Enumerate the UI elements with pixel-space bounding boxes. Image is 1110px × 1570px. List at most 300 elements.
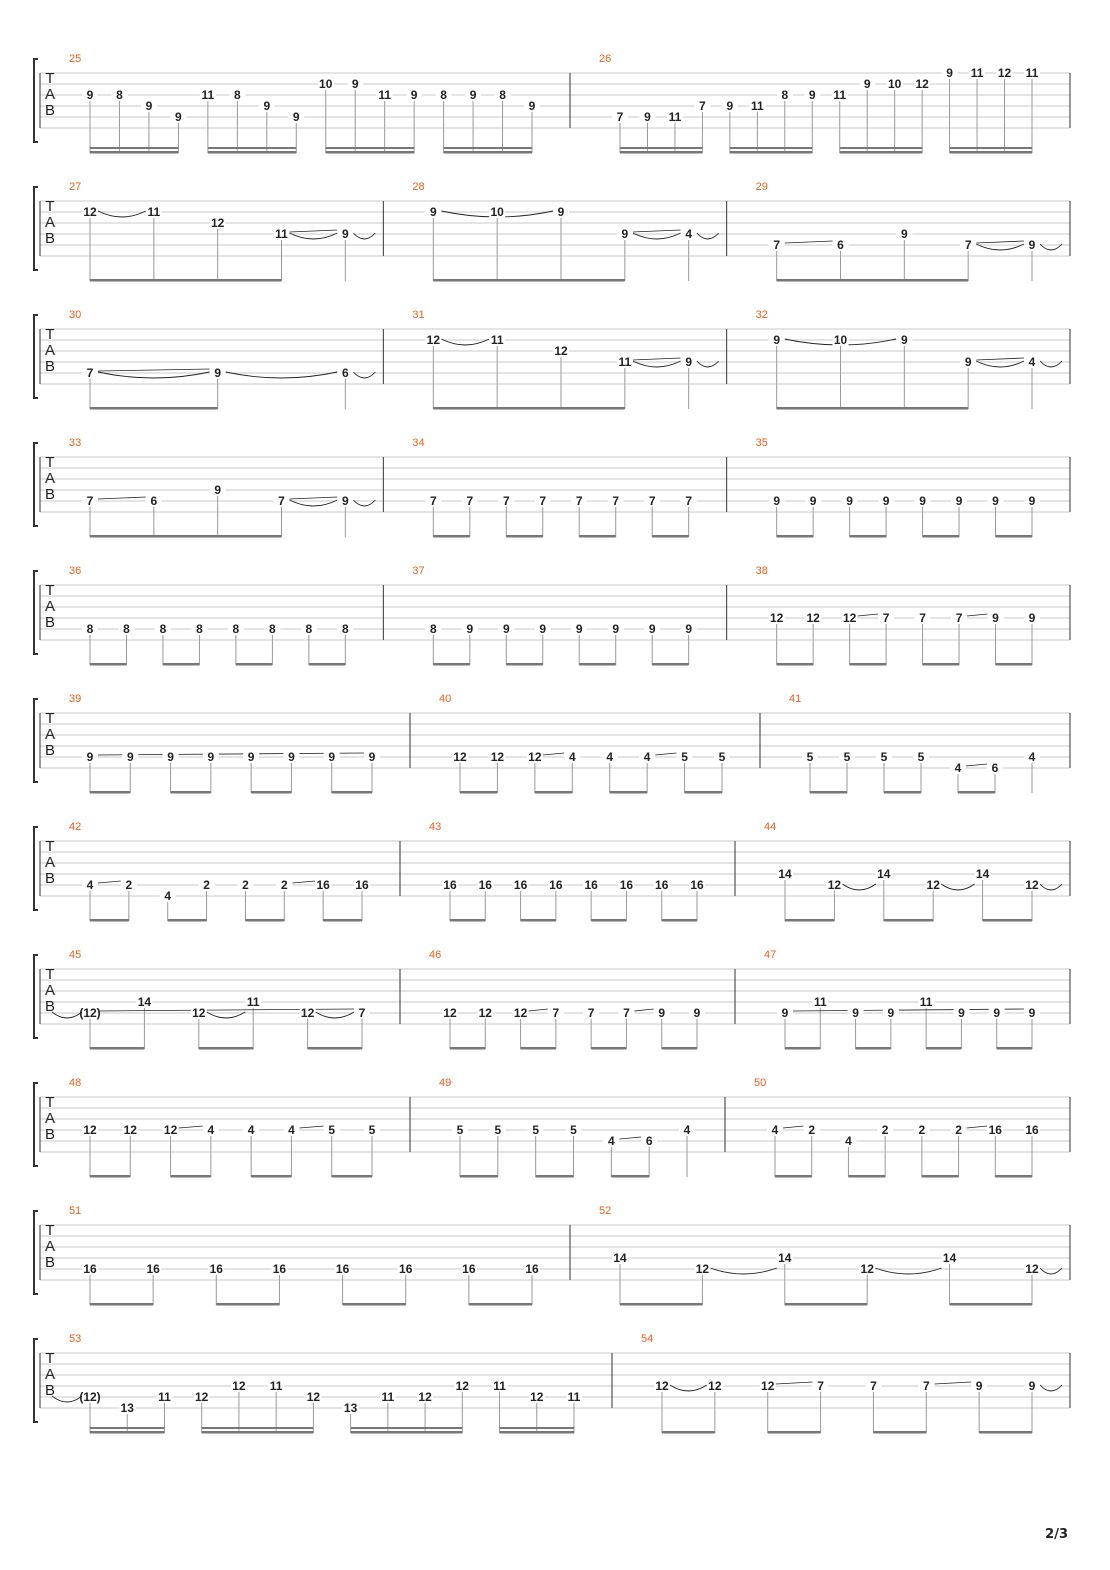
fret-number: 4: [1028, 355, 1036, 369]
fret-number: 4: [685, 227, 693, 241]
fret-number: 12: [426, 333, 441, 347]
beam: [90, 147, 178, 149]
fret-number: 4: [771, 1123, 779, 1137]
beam: [611, 1175, 649, 1178]
measure-number: 39: [69, 693, 82, 705]
measure-number: 33: [69, 437, 82, 449]
fret-number: 11: [919, 995, 933, 1009]
fret-number: 6: [150, 494, 158, 508]
beam: [208, 147, 296, 149]
beam: [785, 1303, 867, 1306]
beam: [662, 1431, 715, 1434]
fret-number: 12: [210, 216, 225, 230]
beam: [90, 279, 282, 282]
beam: [90, 791, 130, 794]
fret-number: 12: [708, 1379, 722, 1393]
measure-number: 40: [439, 693, 452, 705]
system-bracket: [34, 827, 38, 910]
fret-number: 11: [381, 1390, 395, 1404]
beam: [323, 919, 362, 922]
fret-number: 9: [502, 622, 510, 636]
fret-number: 12: [163, 1123, 178, 1137]
slide-line: [633, 358, 681, 360]
tab-clef-letter: B: [44, 870, 56, 887]
fret-number: 12: [926, 878, 940, 892]
fret-number: 9: [648, 622, 656, 636]
fret-number: 12: [490, 750, 505, 764]
beam: [251, 791, 291, 794]
measure-number: 41: [789, 693, 802, 705]
beam: [995, 1175, 1032, 1178]
fret-number: 11: [269, 1379, 283, 1393]
fret-number: 9: [621, 227, 629, 241]
fret-number: 5: [806, 750, 814, 764]
beam: [326, 147, 414, 149]
fret-number: 16: [146, 1262, 160, 1276]
system-bracket: [34, 1339, 38, 1422]
fret-number: 16: [355, 878, 369, 892]
fret-number: 7: [587, 1006, 595, 1020]
fret-number: 11: [750, 99, 764, 113]
measure-number: 50: [754, 1077, 767, 1089]
beam: [90, 407, 218, 410]
fret-number: 11: [567, 1390, 581, 1404]
fret-number: 11: [147, 205, 161, 219]
beam: [500, 1427, 574, 1429]
slide-line: [776, 1382, 813, 1384]
beam: [730, 151, 812, 154]
beam: [90, 535, 282, 538]
beam: [996, 535, 1032, 538]
measure-number: 31: [412, 309, 425, 321]
fret-number: 8: [196, 622, 203, 636]
fret-number: 13: [343, 1401, 358, 1415]
fret-number: 12: [806, 611, 820, 625]
fret-number: 6: [837, 238, 844, 252]
beam: [521, 1047, 556, 1050]
measure-number: 29: [755, 181, 768, 193]
measure-number: 37: [412, 565, 425, 577]
fret-number: 5: [718, 750, 726, 764]
beam: [163, 663, 199, 666]
fret-number: 8: [233, 88, 241, 102]
fret-number: 14: [613, 1251, 627, 1265]
tab-clef-letter: A: [44, 1366, 56, 1383]
fret-number: 2: [918, 1123, 926, 1137]
fret-number: 12: [123, 1123, 137, 1137]
fret-number: 8: [86, 622, 94, 636]
beam: [850, 663, 886, 666]
fret-number: 7: [429, 494, 437, 508]
tab-clef-letter: A: [44, 726, 56, 743]
fret-number: 7: [466, 494, 474, 508]
beam: [730, 147, 812, 149]
beam: [848, 1175, 885, 1178]
tab-clef-letter: T: [45, 326, 55, 343]
fret-number: 9: [993, 1006, 1001, 1020]
beam: [856, 1047, 891, 1050]
beam: [343, 1303, 406, 1306]
fret-number: 7: [817, 1379, 824, 1393]
fret-number: 9: [351, 77, 359, 91]
fret-number: 2: [280, 878, 288, 892]
fret-number: 16: [655, 878, 669, 892]
fret-number: (12): [79, 1006, 101, 1020]
fret-number: 5: [532, 1123, 540, 1137]
fret-number: 7: [919, 611, 926, 625]
beam: [810, 791, 847, 794]
slide-line: [783, 1126, 804, 1128]
fret-number: 9: [975, 1379, 983, 1393]
fret-number: 9: [726, 99, 734, 113]
tab-clef-letter: T: [45, 70, 55, 87]
slide-line: [290, 230, 338, 232]
fret-number: 8: [232, 622, 240, 636]
fret-number: 12: [761, 1379, 775, 1393]
beam: [433, 663, 469, 666]
fret-number: 7: [502, 494, 510, 508]
measure-number: 26: [599, 53, 612, 65]
beam: [950, 151, 1032, 154]
beam: [90, 1431, 164, 1434]
fret-number: 12: [860, 1262, 874, 1276]
measure-number: 48: [69, 1077, 82, 1089]
beam: [208, 151, 296, 154]
fret-number: 16: [549, 878, 563, 892]
system-bracket: [34, 699, 38, 782]
fret-number: 11: [618, 355, 632, 369]
beam: [620, 147, 702, 149]
fret-number: 16: [316, 878, 330, 892]
fret-number: 16: [399, 1262, 413, 1276]
beam: [521, 919, 556, 922]
beam: [997, 1047, 1032, 1050]
fret-number: 12: [418, 1390, 432, 1404]
fret-number: 14: [942, 1251, 957, 1265]
fret-number: 9: [946, 66, 953, 80]
fret-number: 12: [528, 750, 542, 764]
fret-number: 12: [842, 611, 857, 625]
fret-number: 7: [552, 1006, 560, 1020]
fret-number: 7: [86, 366, 94, 380]
beam: [90, 1427, 164, 1429]
tab-clef-letter: A: [44, 470, 56, 487]
fret-number: 14: [137, 995, 152, 1009]
fret-number: 16: [462, 1262, 476, 1276]
tab-clef-letter: T: [45, 838, 55, 855]
beam: [884, 791, 921, 794]
measure-number: 36: [69, 565, 82, 577]
fret-number: 8: [499, 88, 506, 102]
fret-number: 9: [685, 622, 693, 636]
beam: [620, 1303, 702, 1306]
beam: [168, 919, 207, 922]
fret-number: 16: [1025, 1123, 1039, 1137]
fret-number: 5: [681, 750, 688, 764]
slide-line: [179, 1126, 203, 1128]
fret-number: 9: [863, 77, 871, 91]
fret-number: 9: [368, 750, 376, 764]
beam: [90, 1303, 153, 1306]
system-bracket: [34, 59, 38, 142]
beam: [506, 663, 542, 666]
fret-number: 13: [120, 1401, 134, 1415]
fret-number: 12: [455, 1379, 469, 1393]
fret-number: 11: [201, 88, 215, 102]
fret-number: 2: [242, 878, 249, 892]
tab-clef-letter: B: [44, 486, 56, 503]
beam: [332, 791, 372, 794]
measure-number: 25: [69, 53, 82, 65]
beam: [950, 1303, 1032, 1306]
fret-number: 9: [1028, 238, 1036, 252]
tab-clef-letter: T: [45, 454, 55, 471]
fret-number: 9: [214, 366, 222, 380]
beam: [777, 535, 813, 538]
beam: [460, 791, 497, 794]
fret-number: 9: [809, 494, 817, 508]
fret-number: 12: [1025, 1262, 1039, 1276]
measure-number: 28: [412, 181, 425, 193]
fret-number: 4: [164, 889, 172, 903]
fret-number: 8: [341, 622, 349, 636]
fret-number: 16: [272, 1262, 287, 1276]
fret-number: 7: [278, 494, 285, 508]
fret-number: 12: [83, 205, 97, 219]
slide-line: [529, 1009, 548, 1011]
fret-number: 4: [207, 1123, 215, 1137]
fret-number: 6: [645, 1134, 653, 1148]
beam: [199, 1047, 253, 1050]
fret-number: 9: [1028, 494, 1036, 508]
fret-number: 14: [877, 867, 891, 881]
fret-number: 4: [607, 1134, 615, 1148]
beam: [536, 1175, 574, 1178]
beam: [460, 1175, 498, 1178]
fret-number: 16: [988, 1123, 1002, 1137]
fret-number: 16: [619, 878, 634, 892]
fret-number: 6: [341, 366, 349, 380]
fret-number: 5: [456, 1123, 464, 1137]
fret-number: 9: [466, 622, 474, 636]
beam: [785, 919, 834, 922]
tab-clef-letter: T: [45, 1094, 55, 1111]
fret-number: 9: [247, 750, 255, 764]
fret-number: 5: [917, 750, 925, 764]
fret-number: 16: [584, 878, 598, 892]
fret-number: 12: [827, 878, 842, 892]
fret-number: 16: [335, 1262, 350, 1276]
fret-number: 9: [644, 110, 651, 124]
fret-number: 10: [490, 205, 504, 219]
fret-number: 11: [246, 995, 260, 1009]
beam: [332, 1175, 372, 1178]
beam: [326, 151, 414, 154]
slide-line: [785, 241, 833, 243]
measure-number: 32: [755, 309, 768, 321]
beam: [923, 663, 959, 666]
fret-number: 2: [808, 1123, 816, 1137]
tab-clef-letter: B: [44, 998, 56, 1015]
fret-number: 9: [887, 1006, 895, 1020]
beam: [90, 151, 178, 154]
fret-number: 8: [429, 622, 437, 636]
system-bracket: [34, 443, 38, 526]
measure-number: 54: [641, 1333, 654, 1345]
fret-number: 4: [1028, 750, 1036, 764]
fret-number: 9: [693, 1006, 701, 1020]
beam: [926, 1047, 961, 1050]
fret-number: 14: [778, 1251, 792, 1265]
fret-number: 11: [490, 333, 504, 347]
measure-number: 44: [764, 821, 777, 833]
fret-number: 9: [773, 494, 781, 508]
beam: [309, 663, 345, 666]
tab-clef-letter: T: [45, 1222, 55, 1239]
beam: [652, 535, 688, 538]
fret-number: 9: [919, 494, 926, 508]
tab-clef-letter: A: [44, 214, 56, 231]
beam: [983, 919, 1032, 922]
fret-number: 7: [922, 1379, 930, 1393]
beam: [884, 919, 933, 922]
measure-number: 35: [755, 437, 768, 449]
measure-number: 46: [429, 949, 442, 961]
tab-clef-letter: B: [44, 1254, 56, 1271]
fret-number: 7: [539, 494, 547, 508]
fret-number: 9: [410, 88, 418, 102]
measure-number: 49: [439, 1077, 452, 1089]
fret-number: 4: [606, 750, 614, 764]
page-number: 2/3: [1045, 1527, 1068, 1542]
fret-number: 9: [207, 750, 215, 764]
fret-number: 9: [292, 110, 300, 124]
fret-number: 16: [513, 878, 528, 892]
fret-number: 12: [192, 1006, 206, 1020]
fret-number: 16: [443, 878, 457, 892]
fret-number: 9: [328, 750, 336, 764]
fret-number: 12: [530, 1390, 544, 1404]
slide-line: [543, 753, 564, 755]
fret-number: 4: [845, 1134, 852, 1148]
measure-number: 30: [69, 309, 82, 321]
fret-number: 7: [964, 238, 972, 252]
fret-number: 9: [773, 333, 781, 347]
tab-clef-letter: B: [44, 614, 56, 631]
tab-clef-letter: A: [44, 342, 56, 359]
fret-number: 9: [852, 1006, 859, 1020]
fret-number: 12: [513, 1006, 528, 1020]
beam: [579, 535, 615, 538]
fret-number: 7: [616, 110, 624, 124]
system-bracket: [34, 1083, 38, 1166]
beam: [216, 1303, 279, 1306]
fret-number: 12: [1025, 878, 1039, 892]
fret-number: 9: [175, 110, 182, 124]
fret-number: 5: [570, 1123, 577, 1137]
fret-number: 7: [623, 1006, 630, 1020]
beam: [620, 151, 702, 154]
slide-line: [655, 753, 676, 755]
fret-number: 7: [955, 611, 963, 625]
fret-number: 12: [478, 1006, 492, 1020]
fret-number: 7: [86, 494, 94, 508]
fret-number: 12: [232, 1379, 246, 1393]
tab-clef-letter: A: [44, 982, 56, 999]
beam: [768, 1431, 821, 1434]
tab-clef-letter: B: [44, 102, 56, 119]
beam: [840, 147, 922, 149]
beam: [500, 1431, 574, 1434]
tab-clef-letter: B: [44, 358, 56, 375]
fret-number: 9: [781, 1006, 789, 1020]
beam: [450, 919, 485, 922]
measure-number: 38: [755, 565, 768, 577]
tab-clef-letter: A: [44, 1110, 56, 1127]
fret-number: 4: [683, 1123, 691, 1137]
fret-number: 9: [992, 494, 999, 508]
slide-line: [98, 881, 121, 883]
fret-number: 9: [86, 88, 94, 102]
measure-number: 42: [69, 821, 82, 833]
fret-number: 9: [964, 355, 972, 369]
fret-number: 12: [443, 1006, 457, 1020]
slide-line: [967, 614, 987, 616]
fret-number: 9: [685, 355, 693, 369]
fret-number: 11: [158, 1390, 171, 1404]
fret-number: 5: [494, 1123, 502, 1137]
fret-number: 16: [209, 1262, 223, 1276]
beam: [469, 1303, 532, 1306]
slide-line: [299, 1126, 323, 1128]
measure-number: 34: [412, 437, 425, 449]
beam: [90, 1175, 130, 1178]
slide-line: [634, 1009, 653, 1011]
fret-number: (12): [79, 1390, 101, 1404]
fret-number: 12: [83, 1123, 97, 1137]
fret-number: 4: [247, 1123, 255, 1137]
fret-number: 9: [900, 333, 908, 347]
fret-number: 8: [123, 622, 130, 636]
tab-clef-letter: T: [45, 710, 55, 727]
fret-number: 11: [378, 88, 392, 102]
slide-line: [976, 241, 1024, 243]
beam: [652, 663, 688, 666]
tab-clef-letter: A: [44, 854, 56, 871]
fret-number: 9: [992, 611, 999, 625]
fret-number: 16: [478, 878, 492, 892]
tab-clef-letter: B: [44, 1382, 56, 1399]
fret-number: 10: [319, 77, 333, 91]
beam: [922, 1175, 959, 1178]
beam: [171, 791, 211, 794]
fret-number: 11: [833, 88, 847, 102]
fret-number: 2: [125, 878, 133, 892]
tab-clef-letter: B: [44, 230, 56, 247]
tab-clef-letter: A: [44, 598, 56, 615]
slide-line: [976, 358, 1024, 360]
fret-number: 16: [83, 1262, 97, 1276]
measure-number: 27: [69, 181, 82, 193]
fret-number: 9: [469, 88, 477, 102]
beam: [450, 1047, 485, 1050]
measure-number: 45: [69, 949, 82, 961]
beam: [236, 663, 272, 666]
fret-number: 4: [568, 750, 576, 764]
fret-number: 12: [306, 1390, 321, 1404]
fret-number: 2: [203, 878, 210, 892]
fret-number: 14: [778, 867, 792, 881]
